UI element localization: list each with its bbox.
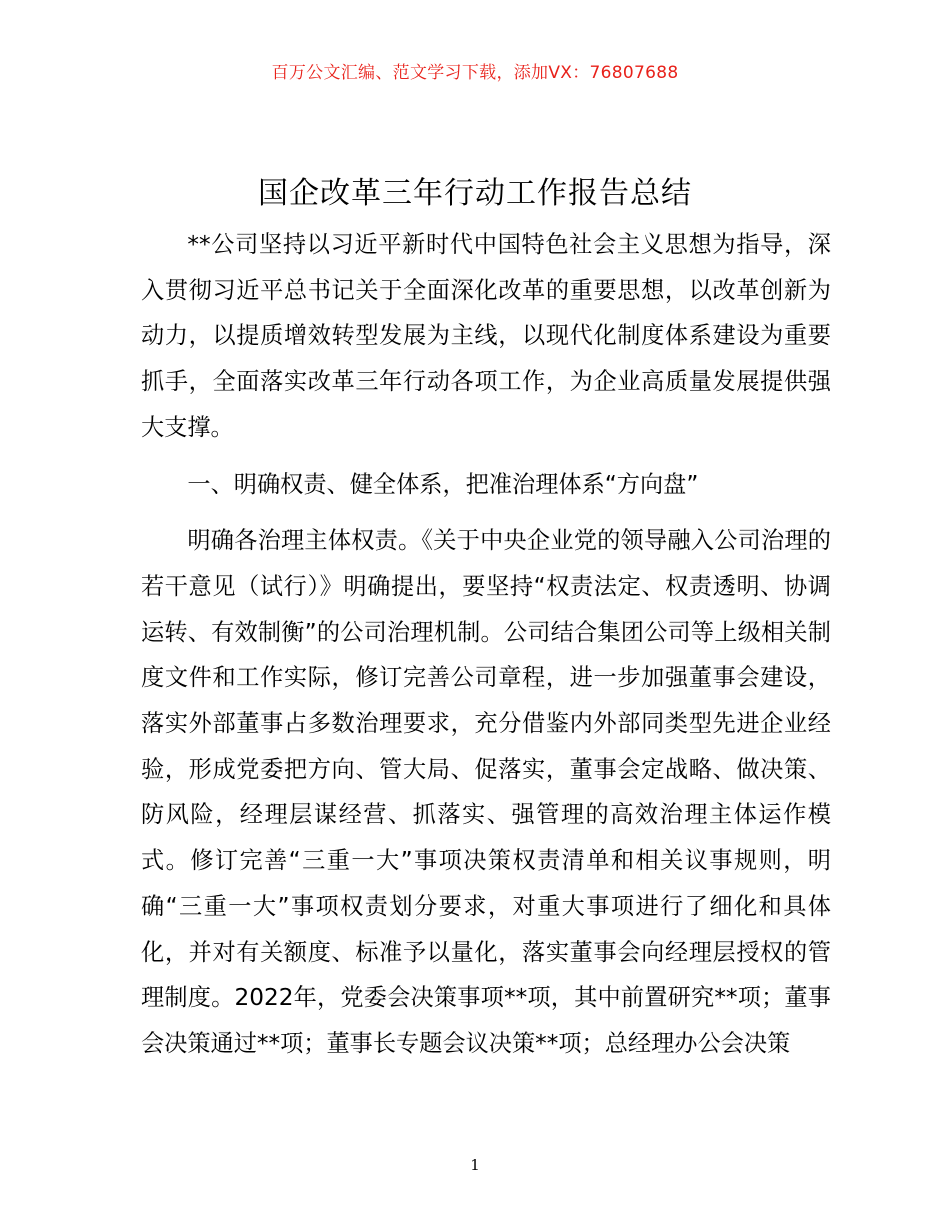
document-title: 国企改革三年行动工作报告总结: [258, 176, 692, 211]
header-ad-text: 百万公文汇编、范文学习下载，添加VX：76807688: [271, 63, 679, 83]
body-paragraph: 明确各治理主体权责。《关于中央企业党的领导融入公司治理的若干意见（试行）》明确提出，要坚持“权责法定、权责透明、协调运转、有效制衡”的公司治理机制。公司结合集团公司等上级相关制度文件和工作实际，修订完善公司章程，进一步加强董事会建设，落实外部董事占多数治理要求，充分借鉴内外部同类型先进企业经验，形成党委把方向、管大局、促落实，董事会定战略、做决策、防风险，经理层谋经营、抓落实、强管理的高效治理主体运作模式。修订完善“三重一大”事项决策权责清单和相关议事规则，明确“三重一大”事项权责划分要求，对重大事项进行了细化和具体化，并对有关额度、标准予以量化，落实董事会向经理层授权的管理制度。2022年，党委会决策事项**项，其中前置研究**项；董事会决策通过**项；董事长专题会议决策**项；总经理办公会决策: [141, 527, 831, 1057]
page-number: 1: [470, 1156, 480, 1174]
document-body: [141, 222, 831, 1067]
section-heading-1: 一、明确权责、健全体系，把准治理体系“方向盘”: [187, 470, 699, 498]
intro-paragraph: **公司坚持以习近平新时代中国特色社会主义思想为指导，深入贯彻习近平总书记关于全面深化改革的重要思想，以改革创新为动力，以提质增效转型发展为主线，以现代化制度体系建设为重要抓手，全面落实改革三年行动各项工作，为企业高质量发展提供强大支撑。: [141, 231, 831, 441]
